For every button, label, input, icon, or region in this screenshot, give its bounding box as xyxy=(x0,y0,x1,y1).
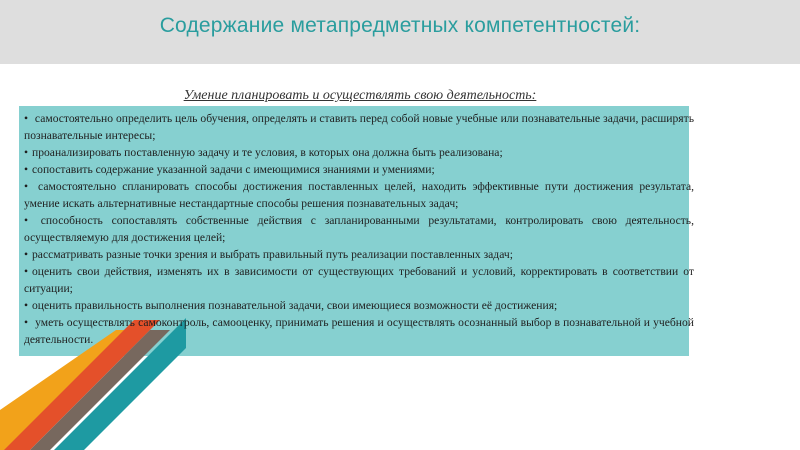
bullet-marker: • xyxy=(24,299,29,312)
bullet-marker: • xyxy=(24,180,29,193)
list-item xyxy=(24,144,694,161)
bullet-marker: • xyxy=(24,163,29,176)
list-item-text: способность сопоставлять собственные действия с запланированными результатами, контролировать свою деятельность, осуществляемую для достижения целей; xyxy=(24,214,694,244)
slide-subtitle: Умение планировать и осуществлять свою деятельность: xyxy=(183,88,537,103)
list-item-text: уметь осуществлять самоконтроль, самооценку, принимать решения и осуществлять осознанный выбор в познавательной и учебной деятельности. xyxy=(24,316,694,346)
list-item xyxy=(24,161,694,178)
list-item xyxy=(24,314,694,348)
list-item xyxy=(24,178,694,212)
list-item xyxy=(24,212,694,246)
bullet-marker: • xyxy=(24,146,29,159)
bullet-marker: • xyxy=(24,248,29,261)
bullet-marker: • xyxy=(24,112,29,125)
list-item-text: оценить правильность выполнения познавательной задачи, свои имеющиеся возможности её достижения; xyxy=(32,299,558,312)
list-item-text: проанализировать поставленную задачу и те условия, в которых она должна быть реализована; xyxy=(32,146,503,159)
bullet-list xyxy=(24,110,694,348)
list-item xyxy=(24,263,694,297)
list-item xyxy=(24,246,694,263)
list-item-text: оценить свои действия, изменять их в зависимости от существующих требований и условий, корректировать в соответствии от ситуации; xyxy=(24,265,694,295)
list-item-text: самостоятельно определить цель обучения, определять и ставить перед собой новые учебные или познавательные задачи, расширять познавательные интересы; xyxy=(24,112,694,142)
slide-title: Содержание метапредметных компетентностей: xyxy=(159,14,641,37)
list-item xyxy=(24,110,694,144)
bullet-marker: • xyxy=(24,214,29,227)
list-item-text: рассматривать разные точки зрения и выбрать правильный путь реализации поставленных задач; xyxy=(32,248,513,261)
bullet-marker: • xyxy=(24,316,29,329)
bullet-marker: • xyxy=(24,265,29,278)
list-item-text: сопоставить содержание указанной задачи с имеющимися знаниями и умениями; xyxy=(32,163,435,176)
list-item-text: самостоятельно спланировать способы достижения поставленных целей, находить эффективные пути достижения результата, умение искать альтернативные нестандартные способы решения познавательных задач; xyxy=(24,180,694,210)
list-item xyxy=(24,297,694,314)
